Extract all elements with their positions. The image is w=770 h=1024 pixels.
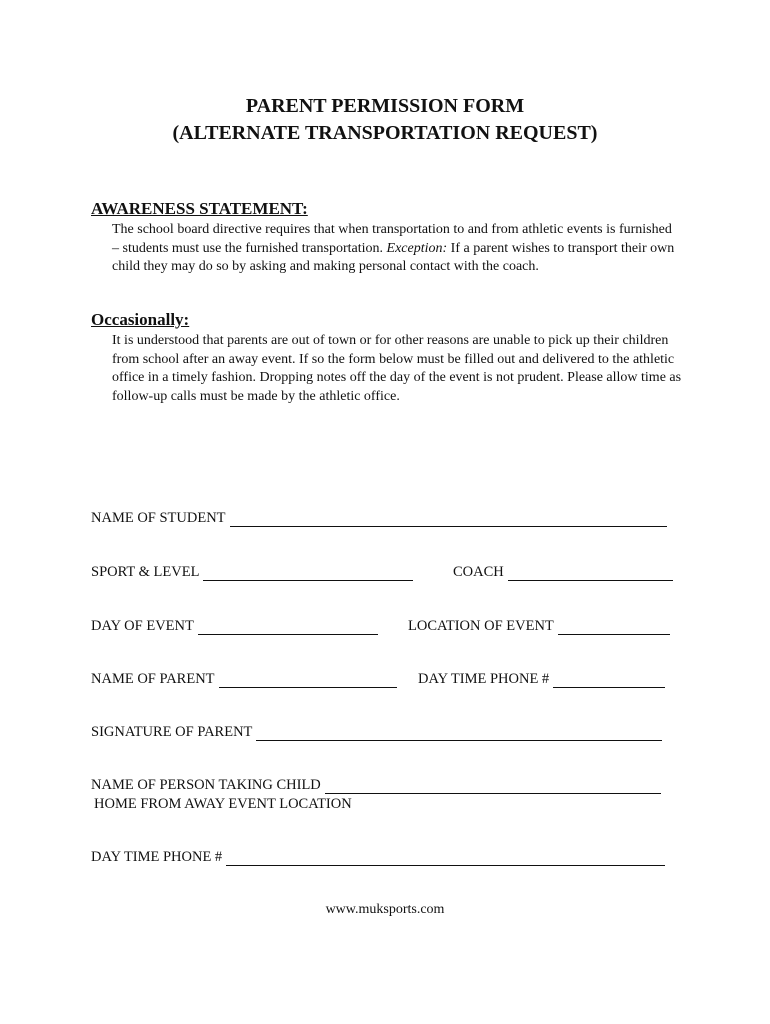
form-subtitle: (ALTERNATE TRANSPORTATION REQUEST)	[172, 122, 598, 144]
day-phone-line[interactable]	[553, 674, 665, 688]
awareness-heading: AWARENESS STATEMENT:	[91, 199, 308, 218]
student-name-field	[91, 509, 667, 527]
student-name-line[interactable]	[230, 513, 667, 527]
parent-signature-field	[91, 723, 662, 741]
day-phone-2-line[interactable]	[226, 852, 665, 866]
parent-name-label: NAME OF PARENT	[91, 671, 215, 687]
person-taking-child-label: NAME OF PERSON TAKING CHILD	[91, 777, 321, 793]
sport-level-field	[91, 563, 413, 581]
person-taking-child-label-line2: HOME FROM AWAY EVENT LOCATION	[94, 796, 352, 812]
day-phone-field	[418, 670, 665, 688]
footer-url: www.muksports.com	[325, 902, 445, 917]
location-of-event-field	[408, 617, 670, 635]
sport-level-line[interactable]	[203, 567, 413, 581]
day-phone-2-field	[91, 848, 665, 866]
day-of-event-line[interactable]	[198, 621, 378, 635]
parent-name-line[interactable]	[219, 674, 397, 688]
location-of-event-label: LOCATION OF EVENT	[408, 618, 554, 634]
coach-line[interactable]	[508, 567, 673, 581]
day-of-event-field	[91, 617, 378, 635]
student-name-label: NAME OF STUDENT	[91, 510, 226, 526]
awareness-text-end: If a parent wishes to transport their own child they may do so by asking and making personal contact with the coach.	[112, 240, 675, 274]
form-title: PARENT PERMISSION FORM	[245, 95, 525, 117]
person-taking-child-field	[91, 776, 661, 794]
sport-level-label: SPORT & LEVEL	[91, 564, 200, 580]
day-of-event-label: DAY OF EVENT	[91, 618, 194, 634]
parent-signature-line[interactable]	[256, 727, 662, 741]
day-phone-2-label: DAY TIME PHONE #	[91, 849, 223, 865]
coach-label: COACH	[453, 564, 504, 580]
parent-name-field	[91, 670, 397, 688]
occasionally-paragraph: It is understood that parents are out of town or for other reasons are unable to pick up their children from school after an away event. If so the form below must be filled out and delivered to the athletic office in a timely fashion. Dropping notes off the day of the event is not prudent. Please allow time as follow-up calls must be made by the athletic office.	[112, 333, 682, 404]
person-taking-child-line[interactable]	[325, 780, 661, 794]
location-of-event-line[interactable]	[558, 621, 670, 635]
parent-signature-label: SIGNATURE OF PARENT	[91, 724, 253, 740]
coach-field	[453, 563, 673, 581]
awareness-paragraph	[112, 221, 682, 277]
exception-label: Exception:	[386, 240, 448, 256]
awareness-text-start: The school board directive requires that when transportation to and from athletic events is furnished – students must use the furnished transportation.	[112, 222, 672, 256]
day-phone-label: DAY TIME PHONE #	[418, 671, 550, 687]
occasionally-heading: Occasionally:	[91, 310, 190, 329]
